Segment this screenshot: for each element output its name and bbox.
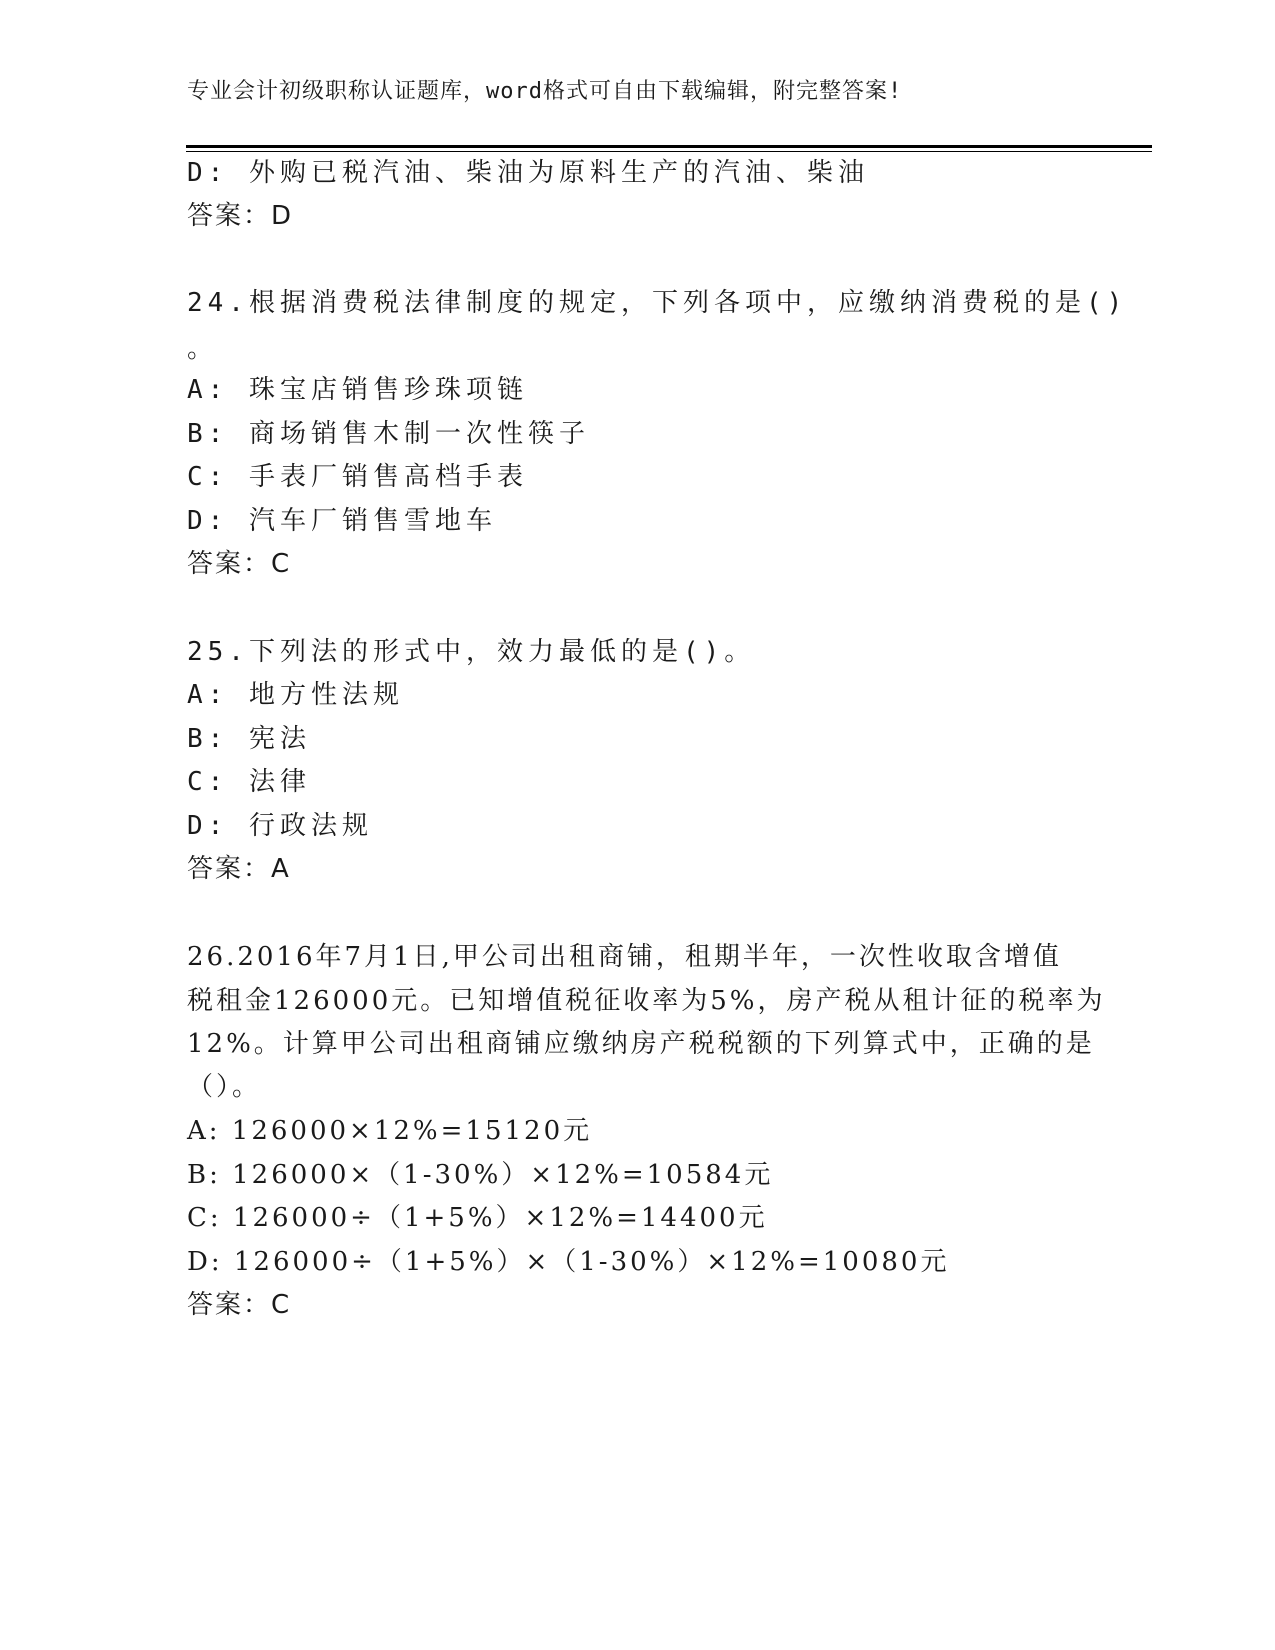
option-a: A: 珠宝店销售珍珠项链: [187, 375, 528, 405]
option-d: D: 外购已税汽油、柴油为原料生产的汽油、柴油: [187, 158, 869, 188]
header-rule-thin: [186, 151, 1152, 152]
question-stem-cont: 。: [187, 334, 219, 364]
option-a: A: 地方性法规: [187, 680, 404, 710]
option-c: C: 126000÷（1+5%）×12%=14400元: [187, 1203, 768, 1233]
header-text: 专业会计初级职称认证题库，word格式可自由下载编辑，附完整答案!: [187, 79, 903, 104]
question-stem: 25.下列法的形式中，效力最低的是()。: [187, 637, 756, 667]
option-d: D: 行政法规: [187, 811, 373, 841]
answer: 答案：D: [187, 201, 294, 231]
option-b: B: 126000×（1-30%）×12%=10584元: [187, 1160, 774, 1190]
question-stem-cont: （）。: [187, 1072, 262, 1102]
option-d: D: 汽车厂销售雪地车: [187, 506, 497, 536]
question-stem: 24.根据消费税法律制度的规定，下列各项中，应缴纳消费税的是(): [187, 288, 1128, 318]
option-b: B: 商场销售木制一次性筷子: [187, 419, 590, 449]
option-b: B: 宪法: [187, 724, 311, 754]
answer: 答案：A: [187, 854, 291, 884]
question-stem-cont: 12%。计算甲公司出租商铺应缴纳房产税税额的下列算式中，正确的是: [187, 1029, 1095, 1059]
answer: 答案：C: [187, 1290, 292, 1320]
option-a: A: 126000×12%=15120元: [187, 1116, 593, 1146]
option-c: C: 法律: [187, 767, 311, 797]
option-c: C: 手表厂销售高档手表: [187, 462, 528, 492]
option-d: D: 126000÷（1+5%）×（1-30%）×12%=10080元: [187, 1247, 950, 1277]
question-stem-cont: 税租金126000元。已知增值税征收率为5%，房产税从租计征的税率为: [187, 986, 1106, 1016]
answer: 答案：C: [187, 549, 292, 579]
header-rule-thick: [186, 145, 1152, 148]
question-stem: 26.2016年7月1日,甲公司出租商铺，租期半年，一次性收取含增值: [187, 942, 1062, 972]
